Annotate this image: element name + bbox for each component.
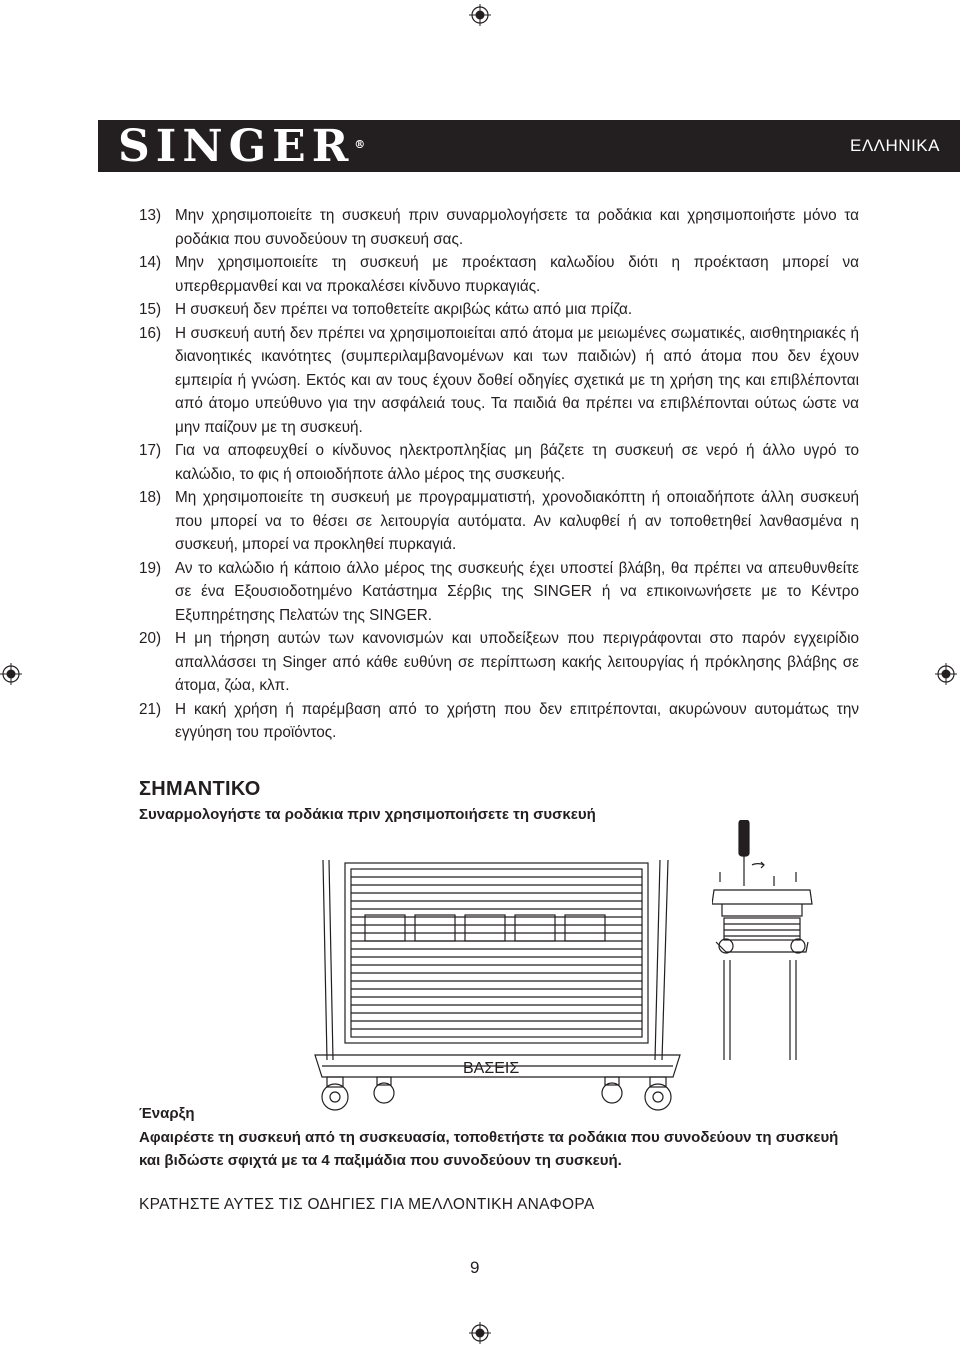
item-text: Η συσκευή αυτή δεν πρέπει να χρησιμοποιείται από άτομα με μειωμένες σωματικές, αισθητηριακές ή διανοητικές ικανότητες (συμπεριλαμβανομένων και των παιδιών) ή από άτομα που δεν έχουν εμπειρία ή γνώση. Εκτός και αν τους έχουν δοθεί οδηγίες σχετικά με τη χρήση της και επιβλέπονται από άτομο υπεύθυνο για την ασφάλειά τους. Τα παιδιά θα πρέπει να επιβλέπονται ούτως ώστε να μην παίζουν με τη συσκευή. [175,324,859,436]
list-item [139,322,859,440]
registration-mark-icon [935,663,957,685]
start-instructions: Αφαιρέστε τη συσκευή από τη συσκευασία, τοποθετήστε τα ροδάκια που συνοδεύουν τη συσκευή και βιδώστε σφιχτά με τα 4 παξιμάδια που συνοδεύουν τη συσκευή. [139,1129,839,1169]
item-number: 15) [139,301,162,318]
figure-caption: ΒΑΣΕΙΣ [463,1060,520,1077]
language-label: ΕΛΛΗΝΙΚΑ [849,136,940,155]
item-number: 14) [139,254,162,271]
important-heading: ΣΗΜΑΝΤΙΚΟ [139,778,261,800]
item-number: 20) [139,630,162,647]
registration-mark-icon [469,4,491,26]
screwdriver-assembly-illustration [712,820,847,1065]
logo-text: SINGER [118,121,355,172]
singer-logo [118,121,365,173]
item-number: 13) [139,207,162,224]
list-item [139,439,859,486]
item-text: Αν το καλώδιο ή κάποιο άλλο μέρος της συσκευής έχει υποστεί βλάβη, θα πρέπει να απευθυνθείτε σε ένα Εξουσιοδοτημένο Κατάστημα Σέρβις της SINGER ή να επικοινωνήσετε με το Κέντρο Εξυπηρέτησης Πελατών της SINGER. [175,559,859,624]
item-number: 21) [139,700,162,718]
page-number: 9 [470,1258,480,1277]
start-heading: Έναρξη [139,1105,195,1122]
list-item [139,698,859,745]
keep-instructions-note: ΚΡΑΤΗΣΤΕ ΑΥΤΕΣ ΤΙΣ ΟΔΗΓΙΕΣ ΓΙΑ ΜΕΛΛΟΝΤΙΚΗ ΑΝΑΦΟΡΑ [139,1196,595,1213]
registration-mark-icon [0,663,22,685]
item-number: 19) [139,559,162,577]
item-text: Η μη τήρηση αυτών των κανονισμών και υποδείξεων που περιγράφονται στο παρόν εγχειρίδιο απαλλάσσει τη Singer από κάθε ευθύνη σε περίπτωση κακής λειτουργίας ή πρόκλησης βλάβης σε άτομα, ζώα, κλπ. [175,630,859,694]
item-number: 18) [139,489,162,506]
list-item [139,627,859,698]
list-item [139,251,859,298]
important-subheading: Συναρμολογήστε τα ροδάκια πριν χρησιμοποιήσετε τη συσκευή [139,806,596,823]
item-number: 16) [139,324,162,342]
item-text: Η συσκευή δεν πρέπει να τοποθετείτε ακριβώς κάτω από μια πρίζα. [175,301,633,318]
list-item [139,204,859,251]
registration-mark-icon [469,1322,491,1344]
item-text: Μην χρησιμοποιείτε τη συσκευή με προέκταση καλωδίου διότι η προέκταση μπορεί να υπερθερμανθεί και να προκαλέσει κίνδυνο πυρκαγιάς. [175,254,859,295]
list-item [139,557,859,628]
list-item [139,298,859,322]
registered-mark: ® [354,138,366,151]
item-text: Η κακή χρήση ή παρέμβαση από το χρήστη που δεν επιτρέπονται, ακυρώνουν αυτομάτως την εγγύηση του προϊόντος. [175,700,859,741]
item-text: Μη χρησιμοποιείτε τη συσκευή με προγραμματιστή, χρονοδιακόπτη ή οποιαδήποτε άλλη συσκευή που μπορεί να το θέσει σε λειτουργία αυτόματα. Αν καλυφθεί ή αν τοποθετηθεί λανθασμένα η συσκευή, μπορεί να προκληθεί πυρκαγιά. [175,489,859,553]
header-bar [98,120,960,172]
item-text: Μην χρησιμοποιείτε τη συσκευή πριν συναρμολογήσετε τα ροδάκια και χρησιμοποιήστε μόνο τα ροδάκια που συνοδεύουν τη συσκευή σας. [175,207,859,248]
list-item [139,486,859,557]
item-number: 17) [139,442,162,459]
item-text: Για να αποφευχθεί ο κίνδυνος ηλεκτροπληξίας μη βάζετε τη συσκευή σε νερό ή άλλο υγρό το καλώδιο, το φις ή οποιοδήποτε άλλο μέρος της συσκευής. [175,442,859,483]
safety-instructions-list [139,204,859,745]
